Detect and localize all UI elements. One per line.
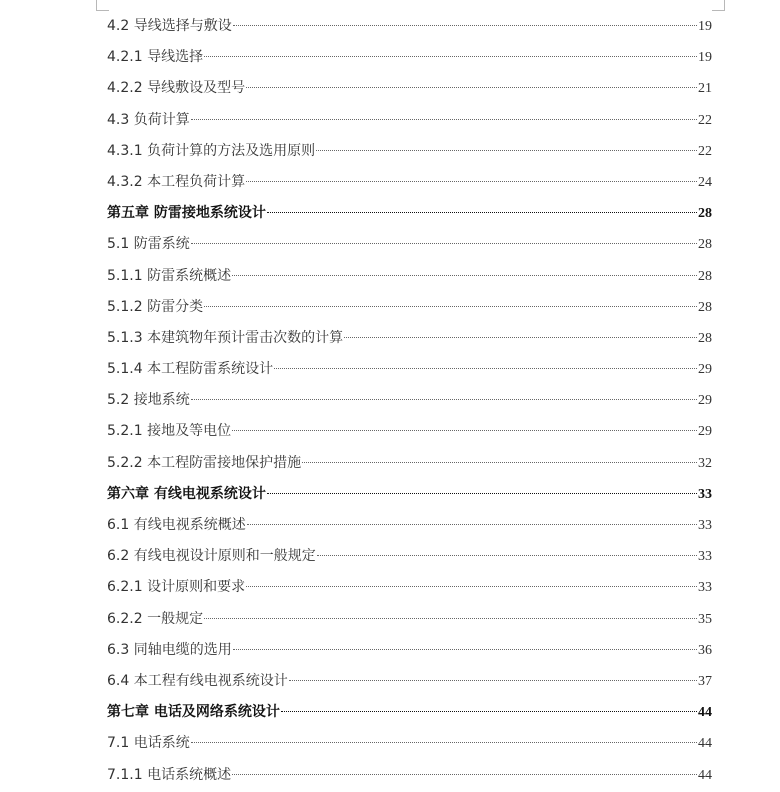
toc-dot-leader [267, 212, 697, 213]
toc-entry-title: 第五章 防雷接地系统设计 [107, 205, 266, 222]
toc-chapter-entry[interactable] [107, 198, 712, 229]
toc-dot-leader [233, 649, 697, 650]
toc-entry-title: 6.3 同轴电缆的选用 [107, 641, 232, 658]
toc-entry-page-number: 33 [698, 580, 712, 596]
margin-corner-mark-left [96, 0, 109, 11]
toc-entry[interactable] [107, 448, 712, 479]
toc-entry-page-number: 29 [698, 393, 712, 409]
toc-entry-title: 6.1 有线电视系统概述 [107, 517, 246, 533]
toc-entry-page-number: 28 [698, 206, 712, 222]
toc-chapter-entry[interactable] [107, 697, 712, 728]
toc-entry[interactable] [107, 42, 712, 73]
toc-entry-title: 4.2.1 导线选择 [107, 49, 204, 66]
toc-entry-title: 6.2.1 设计原则和要求 [107, 579, 246, 596]
toc-dot-leader [274, 368, 697, 369]
toc-entry-page-number: 37 [698, 673, 712, 689]
toc-entry-title: 5.1 防雷系统 [107, 236, 190, 253]
toc-entry-title: 4.2.2 导线敷设及型号 [107, 80, 246, 97]
toc-entry[interactable] [107, 323, 712, 354]
toc-entry-title: 7.1.1 电话系统概述 [107, 766, 232, 783]
toc-entry-title: 6.2.2 一般规定 [107, 610, 204, 627]
toc-entry[interactable] [107, 572, 712, 603]
toc-entry-page-number: 33 [698, 486, 712, 502]
toc-entry-page-number: 32 [698, 455, 712, 471]
toc-dot-leader [344, 337, 697, 338]
toc-dot-leader [191, 243, 697, 244]
toc-entry-page-number: 28 [698, 330, 712, 346]
toc-entry[interactable] [107, 604, 712, 635]
toc-entry-title: 5.1.4 本工程防雷系统设计 [107, 361, 274, 378]
toc-dot-leader [204, 306, 697, 307]
table-of-contents [107, 11, 712, 791]
toc-dot-leader [246, 87, 697, 88]
toc-dot-leader [246, 586, 697, 587]
toc-entry-page-number: 22 [698, 143, 712, 159]
toc-dot-leader [281, 711, 697, 712]
toc-dot-leader [289, 680, 697, 681]
toc-entry[interactable] [107, 666, 712, 697]
toc-entry-page-number: 29 [698, 362, 712, 378]
toc-entry[interactable] [107, 635, 712, 666]
toc-dot-leader [191, 119, 697, 120]
toc-entry[interactable] [107, 229, 712, 260]
toc-dot-leader [302, 462, 697, 463]
toc-entry-title: 4.3.1 负荷计算的方法及选用原则 [107, 142, 316, 159]
toc-entry-title: 4.3 负荷计算 [107, 111, 190, 128]
toc-entry-title: 7.1 电话系统 [107, 735, 190, 752]
toc-entry-page-number: 44 [698, 705, 712, 721]
toc-entry[interactable] [107, 416, 712, 447]
toc-entry-page-number: 36 [698, 642, 712, 658]
toc-entry[interactable] [107, 105, 712, 136]
toc-entry[interactable] [107, 73, 712, 104]
toc-dot-leader [191, 742, 697, 743]
toc-entry-title: 第七章 电话及网络系统设计 [107, 704, 280, 721]
toc-entry-page-number: 28 [698, 268, 712, 284]
toc-entry-page-number: 29 [698, 424, 712, 440]
toc-dot-leader [317, 555, 697, 556]
toc-dot-leader [246, 181, 697, 182]
toc-entry-page-number: 22 [698, 112, 712, 128]
toc-entry[interactable] [107, 385, 712, 416]
toc-entry-page-number: 33 [698, 518, 712, 533]
toc-entry-title: 5.2.1 接地及等电位 [107, 423, 232, 440]
toc-entry-title: 5.1.3 本建筑物年预计雷击次数的计算 [107, 329, 344, 346]
toc-entry[interactable] [107, 760, 712, 791]
toc-entry-title: 6.4 本工程有线电视系统设计 [107, 672, 288, 689]
toc-entry-title: 6.2 有线电视设计原则和一般规定 [107, 548, 316, 565]
toc-chapter-entry[interactable] [107, 479, 712, 510]
toc-dot-leader [232, 275, 697, 276]
toc-entry-page-number: 19 [698, 19, 712, 34]
toc-entry-title: 5.2.2 本工程防雷接地保护措施 [107, 454, 302, 471]
toc-entry-title: 5.1.1 防雷系统概述 [107, 267, 232, 284]
toc-entry[interactable] [107, 292, 712, 323]
toc-entry-title: 第六章 有线电视系统设计 [107, 485, 266, 502]
toc-dot-leader [204, 618, 697, 619]
toc-entry[interactable] [107, 136, 712, 167]
toc-dot-leader [247, 524, 697, 525]
toc-entry[interactable] [107, 541, 712, 572]
toc-entry-page-number: 24 [698, 174, 712, 190]
toc-entry-title: 5.1.2 防雷分类 [107, 298, 204, 315]
toc-entry[interactable] [107, 728, 712, 759]
toc-entry-title: 4.2 导线选择与敷设 [107, 18, 232, 34]
toc-entry[interactable] [107, 261, 712, 292]
toc-entry[interactable] [107, 354, 712, 385]
toc-entry[interactable] [107, 510, 712, 541]
margin-corner-mark-right [712, 0, 725, 11]
toc-entry-page-number: 33 [698, 549, 712, 565]
toc-entry-title: 5.2 接地系统 [107, 392, 190, 409]
toc-entry-page-number: 19 [698, 50, 712, 66]
toc-entry[interactable] [107, 167, 712, 198]
toc-dot-leader [191, 399, 697, 400]
toc-entry-page-number: 28 [698, 299, 712, 315]
toc-entry[interactable] [107, 11, 712, 42]
toc-entry-page-number: 21 [698, 81, 712, 97]
toc-dot-leader [204, 56, 697, 57]
toc-dot-leader [316, 150, 697, 151]
toc-entry-page-number: 44 [698, 767, 712, 783]
toc-dot-leader [233, 25, 697, 26]
toc-dot-leader [267, 493, 697, 494]
toc-entry-title: 4.3.2 本工程负荷计算 [107, 173, 246, 190]
toc-entry-page-number: 35 [698, 611, 712, 627]
toc-entry-page-number: 28 [698, 237, 712, 253]
toc-dot-leader [232, 430, 697, 431]
toc-entry-page-number: 44 [698, 736, 712, 752]
toc-dot-leader [232, 774, 697, 775]
